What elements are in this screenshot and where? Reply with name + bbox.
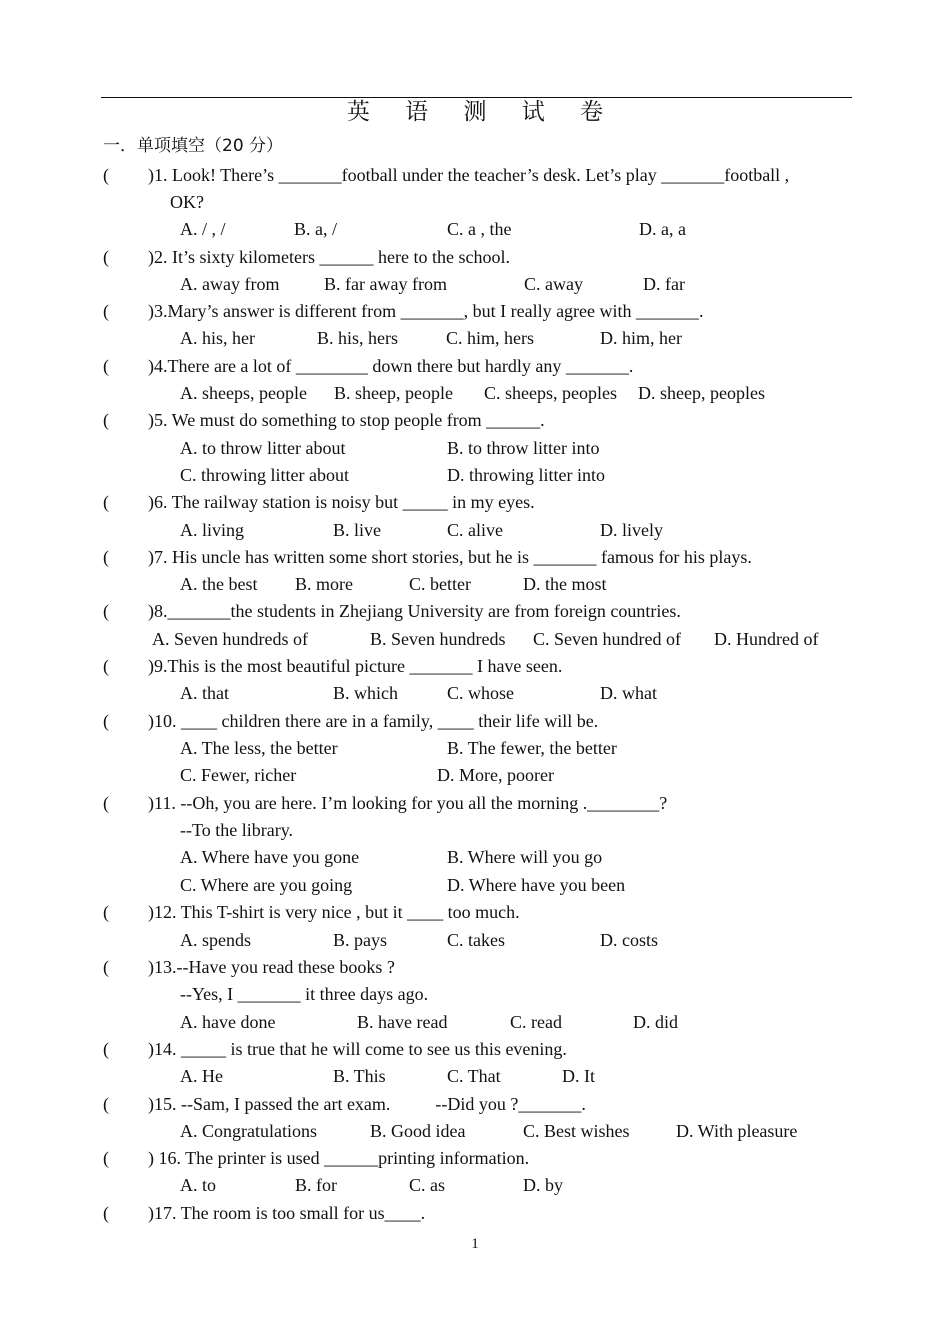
answer-paren: ( (103, 957, 109, 977)
q12-option-d: D. costs (600, 930, 658, 950)
q8-option-a: A. Seven hundreds of (152, 629, 308, 649)
q5-option-c: C. throwing litter about (180, 465, 349, 485)
q4-option-a: A. sheeps, people (180, 383, 307, 403)
q3-option-a: A. his, her (180, 328, 255, 348)
q9-option-b: B. which (333, 683, 398, 703)
q14-option-c: C. That (447, 1066, 501, 1086)
question-2-stem: )2. It’s sixty kilometers ______ here to the school. (148, 247, 510, 267)
q13-option-b: B. have read (357, 1012, 448, 1032)
question-3-stem: )3.Mary’s answer is different from _______, but I really agree with _______. (148, 301, 704, 321)
question-14-stem: )14. _____ is true that he will come to see us this evening. (148, 1039, 567, 1059)
q12-option-b: B. pays (333, 930, 387, 950)
answer-paren: ( (103, 902, 109, 922)
q9-option-a: A. that (180, 683, 229, 703)
q1-option-c: C. a , the (447, 219, 512, 239)
q12-option-c: C. takes (447, 930, 505, 950)
q16-option-d: D. by (523, 1175, 563, 1195)
q1-option-d: D. a, a (639, 219, 686, 239)
q10-option-c: C. Fewer, richer (180, 765, 297, 785)
q5-option-b: B. to throw litter into (447, 438, 600, 458)
q3-option-c: C. him, hers (446, 328, 534, 348)
q2-option-a: A. away from (180, 274, 280, 294)
answer-paren: ( (103, 247, 109, 267)
page-title: 英 语 测 试 卷 (346, 99, 618, 125)
question-11-continuation: --To the library. (180, 820, 294, 840)
question-4-stem: )4.There are a lot of ________ down there but hardly any _______. (148, 356, 634, 376)
q5-option-a: A. to throw litter about (180, 438, 346, 458)
answer-paren: ( (103, 1148, 109, 1168)
q3-option-b: B. his, hers (317, 328, 398, 348)
question-10-stem: )10. ____ children there are in a family, ____ their life will be. (148, 711, 599, 731)
q6-option-b: B. live (333, 520, 381, 540)
q16-option-a: A. to (180, 1175, 216, 1195)
q14-option-b: B. This (333, 1066, 386, 1086)
answer-paren: ( (103, 601, 109, 621)
q4-option-c: C. sheeps, peoples (484, 383, 617, 403)
question-15-stem: )15. --Sam, I passed the art exam. --Did you ?_______. (148, 1094, 586, 1114)
q11-option-c: C. Where are you going (180, 875, 353, 895)
answer-paren: ( (103, 793, 109, 813)
q2-option-d: D. far (643, 274, 685, 294)
question-5-stem: )5. We must do something to stop people from ______. (148, 410, 545, 430)
question-16-stem: ) 16. The printer is used ______printing information. (148, 1148, 530, 1168)
answer-paren: ( (103, 656, 109, 676)
q9-option-c: C. whose (447, 683, 514, 703)
q10-option-a: A. The less, the better (180, 738, 338, 758)
page-number: 1 (471, 1236, 479, 1252)
q1-option-a: A. / , / (180, 219, 226, 239)
q13-option-d: D. did (633, 1012, 678, 1032)
section-heading: 一．单项填空（20 分） (103, 136, 284, 156)
q7-option-b: B. more (295, 574, 353, 594)
answer-paren: ( (103, 165, 109, 185)
question-17-stem: )17. The room is too small for us____. (148, 1203, 426, 1223)
q8-option-c: C. Seven hundred of (533, 629, 681, 649)
question-13-stem: )13.--Have you read these books ? (148, 957, 395, 977)
question-6-stem: )6. The railway station is noisy but _____ in my eyes. (148, 492, 535, 512)
q3-option-d: D. him, her (600, 328, 682, 348)
question-1-stem: )1. Look! There’s _______football under the teacher’s desk. Let’s play _______football , (148, 165, 790, 185)
q13-option-a: A. have done (180, 1012, 276, 1032)
answer-paren: ( (103, 1039, 109, 1059)
q6-option-a: A. living (180, 520, 245, 540)
q11-option-b: B. Where will you go (447, 847, 603, 867)
q11-option-a: A. Where have you gone (180, 847, 360, 867)
question-1-continuation: OK? (170, 192, 204, 212)
q11-option-d: D. Where have you been (447, 875, 626, 895)
q9-option-d: D. what (600, 683, 657, 703)
answer-paren: ( (103, 301, 109, 321)
q8-option-b: B. Seven hundreds (370, 629, 506, 649)
q4-option-d: D. sheep, peoples (638, 383, 765, 403)
question-12-stem: )12. This T-shirt is very nice , but it ____ too much. (148, 902, 520, 922)
q2-option-c: C. away (524, 274, 583, 294)
answer-paren: ( (103, 1094, 109, 1114)
answer-paren: ( (103, 711, 109, 731)
answer-paren: ( (103, 356, 109, 376)
q7-option-c: C. better (409, 574, 471, 594)
question-7-stem: )7. His uncle has written some short stories, but he is _______ famous for his plays. (148, 547, 752, 567)
q2-option-b: B. far away from (324, 274, 447, 294)
q4-option-b: B. sheep, people (334, 383, 453, 403)
q13-option-c: C. read (510, 1012, 562, 1032)
q16-option-c: C. as (409, 1175, 445, 1195)
q6-option-d: D. lively (600, 520, 663, 540)
q5-option-d: D. throwing litter into (447, 465, 605, 485)
q12-option-a: A. spends (180, 930, 251, 950)
q7-option-d: D. the most (523, 574, 607, 594)
q7-option-a: A. the best (180, 574, 258, 594)
q8-option-d: D. Hundred of (714, 629, 819, 649)
q15-option-d: D. With pleasure (676, 1121, 798, 1141)
question-9-stem: )9.This is the most beautiful picture _______ I have seen. (148, 656, 563, 676)
q15-option-b: B. Good idea (370, 1121, 466, 1141)
answer-paren: ( (103, 410, 109, 430)
answer-paren: ( (103, 547, 109, 567)
q14-option-a: A. He (180, 1066, 223, 1086)
q14-option-d: D. It (562, 1066, 595, 1086)
q15-option-a: A. Congratulations (180, 1121, 317, 1141)
q6-option-c: C. alive (447, 520, 503, 540)
answer-paren: ( (103, 1203, 109, 1223)
question-8-stem: )8._______the students in Zhejiang University are from foreign countries. (148, 601, 681, 621)
q10-option-b: B. The fewer, the better (447, 738, 617, 758)
question-13-continuation: --Yes, I _______ it three days ago. (180, 984, 429, 1004)
q16-option-b: B. for (295, 1175, 337, 1195)
answer-paren: ( (103, 492, 109, 512)
q15-option-c: C. Best wishes (523, 1121, 630, 1141)
q10-option-d: D. More, poorer (437, 765, 554, 785)
q1-option-b: B. a, / (294, 219, 337, 239)
question-11-stem: )11. --Oh, you are here. I’m looking for you all the morning .________? (148, 793, 668, 813)
